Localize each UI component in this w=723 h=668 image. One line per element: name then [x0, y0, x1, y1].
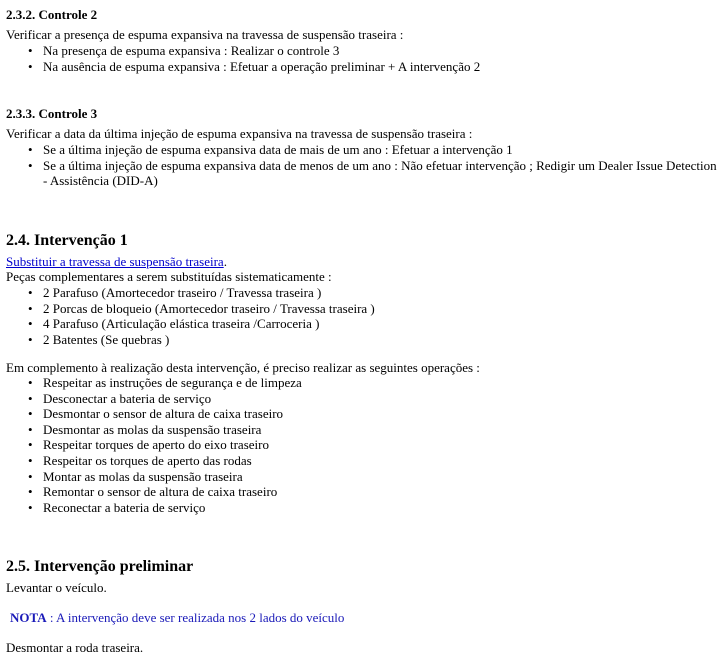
list-item: • Montar as molas da suspensão traseira [43, 469, 302, 485]
operations-list [6, 375, 302, 515]
list-item: • Respeitar os torques de aperto das rodas [43, 453, 302, 469]
list-item: • Desmontar o sensor de altura de caixa traseiro [43, 406, 302, 422]
list-item: • Respeitar as instruções de segurança e de limpeza [43, 375, 302, 391]
list-item: • 2 Porcas de bloqueio (Amortecedor traseiro / Travessa traseira ) [43, 301, 375, 317]
link-suffix: . [223, 254, 227, 269]
replace-link-line [6, 254, 227, 270]
note-label: NOTA [10, 610, 47, 625]
operations-intro: Em complemento à realização desta intervenção, é preciso realizar as seguintes operações : [6, 360, 480, 375]
controle-3-intro: Verificar a data da última injeção de espuma expansiva na travessa de suspensão traseira : [6, 126, 473, 141]
list-item: • Respeitar torques de aperto do eixo traseiro [43, 437, 302, 453]
heading-intervencao-1: 2.4. Intervenção 1 [6, 232, 128, 249]
list-item: • Na presença de espuma expansiva : Realizar o controle 3 [43, 43, 480, 59]
list-item: • Remontar o sensor de altura de caixa traseiro [43, 484, 302, 500]
step-raise-vehicle: Levantar o veículo. [6, 580, 107, 595]
list-item: • Reconectar a bateria de serviço [43, 500, 302, 516]
heading-intervencao-preliminar: 2.5. Intervenção preliminar [6, 558, 194, 575]
heading-controle-3: 2.3.3. Controle 3 [6, 106, 98, 121]
list-item-line: - Assistência (DID-A) [43, 173, 158, 189]
note-text: : A intervenção deve ser realizada nos 2 lados do veículo [46, 610, 345, 625]
heading-controle-2: 2.3.2. Controle 2 [6, 7, 98, 22]
parts-intro: Peças complementares a serem substituídas sistematicamente : [6, 269, 332, 284]
list-item: • Desmontar as molas da suspensão traseira [43, 422, 302, 438]
list-item: • Se a última injeção de espuma expansiva data de mais de um ano : Efetuar a intervenção 1 [43, 142, 717, 158]
list-item: • 2 Batentes (Se quebras ) [43, 332, 375, 348]
controle-2-list [6, 43, 480, 74]
note-callout [6, 610, 344, 626]
list-item: • 4 Parafuso (Articulação elástica traseira /Carroceria ) [43, 316, 375, 332]
list-item-line: Se a última injeção de espuma expansiva data de menos de um ano : Não efetuar intervenção ; Redigir um Dealer Issue Detection [43, 157, 717, 173]
parts-list [6, 285, 375, 347]
controle-2-intro: Verificar a presença de espuma expansiva na travessa de suspensão traseira : [6, 27, 404, 42]
list-item [43, 158, 717, 189]
list-item: • Na ausência de espuma expansiva : Efetuar a operação preliminar + A intervenção 2 [43, 59, 480, 75]
step-remove-wheel: Desmontar a roda traseira. [6, 640, 144, 655]
list-item: • 2 Parafuso (Amortecedor traseiro / Travessa traseira ) [43, 285, 375, 301]
list-item: • Desconectar a bateria de serviço [43, 391, 302, 407]
controle-3-list [6, 142, 717, 189]
replace-crossmember-link[interactable]: Substituir a travessa de suspensão traseira [6, 254, 224, 269]
